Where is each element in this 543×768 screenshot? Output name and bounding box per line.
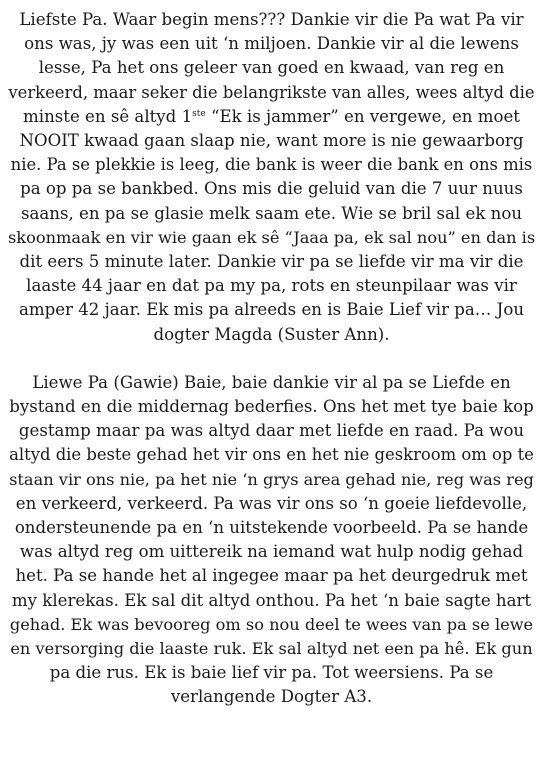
text-line: was altyd reg om uittereik na iemand wat hulp nodig gehad xyxy=(19,542,524,562)
text-line: dogter Magda (Suster Ann). xyxy=(153,324,390,344)
text-line: altyd die beste gehad het vir ons en het nie geskroom om op te xyxy=(9,445,534,465)
text-line: my klerekas. Ek sal dit altyd onthou. Pa het ‘n baie sagte hart xyxy=(11,590,532,610)
text-line: lesse, Pa het ons geleer van goed en kwaad, van reg en xyxy=(38,58,505,78)
text-line: en verkeerd, verkeerd. Pa was vir ons so ‘n goeie liefdevolle, xyxy=(15,493,528,513)
text-line: Liewe Pa (Gawie) Baie, baie dankie vir al pa se Liefde en xyxy=(32,372,511,392)
text-line: gestamp maar pa was altyd daar met liefde en raad. Pa wou xyxy=(18,421,525,441)
text-line: bystand en die middernag bederfies. Ons het met tye baie kop xyxy=(9,397,534,417)
text-line: amper 42 jaar. Ek mis pa alreeds en is Baie Lief vir pa… Jou xyxy=(18,300,525,320)
text-line xyxy=(8,105,535,129)
text-line: nie. Pa se plekkie is leeg, die bank is weer die bank en ons mis xyxy=(10,155,533,175)
text-line: pa op pa se bankbed. Ons mis die geluid van die 7 uur nuus xyxy=(20,179,523,199)
text-line: dit eers 5 minute later. Dankie vir pa se liefde vir ma vir die xyxy=(19,252,524,272)
text-line: en versorging die laaste ruk. Ek sal altyd net een pa hê. Ek gun xyxy=(10,639,533,659)
text-line: ons was, jy was een uit ‘n miljoen. Dankie vir al die lewens xyxy=(24,34,519,54)
tribute-paragraph-magda xyxy=(8,8,535,347)
tribute-paragraph-a3 xyxy=(8,371,535,710)
text-line: saans, en pa se glasie melk saam ete. Wie se bril sal ek nou xyxy=(20,203,523,223)
text-segment: “Ek is jammer” en vergewe, en moet xyxy=(205,106,520,126)
ordinal-superscript: ste xyxy=(192,108,206,119)
text-line: ondersteunende pa en ‘n uitstekende voorbeeld. Pa se hande xyxy=(14,518,529,538)
text-line: het. Pa se hande het al ingegee maar pa het deurgedruk met xyxy=(15,566,528,586)
text-segment: minste en sê altyd 1 xyxy=(23,106,193,126)
text-line: Liefste Pa. Waar begin mens??? Dankie vir die Pa wat Pa vir xyxy=(19,10,524,29)
text-line: pa die rus. Ek is baie lief vir pa. Tot weersiens. Pa se xyxy=(49,663,494,683)
text-line: NOOIT kwaad gaan slaap nie, want more is nie gewaarborg xyxy=(19,131,524,151)
text-line: verkeerd, maar seker die belangrikste van alles, wees altyd die xyxy=(8,82,535,102)
text-line: laaste 44 jaar en dat pa my pa, rots en steunpilaar was vir xyxy=(26,276,517,296)
text-line: staan vir ons nie, pa het nie ‘n grys area gehad nie, reg was reg xyxy=(9,469,534,489)
text-line: skoonmaak en vir wie gaan ek sê “Jaaa pa, ek sal nou” en dan is xyxy=(8,227,536,247)
text-line: gehad. Ek was bevooreg om so nou deel te wees van pa se lewe xyxy=(9,614,534,634)
text-line: verlangende Dogter A3. xyxy=(170,687,373,707)
